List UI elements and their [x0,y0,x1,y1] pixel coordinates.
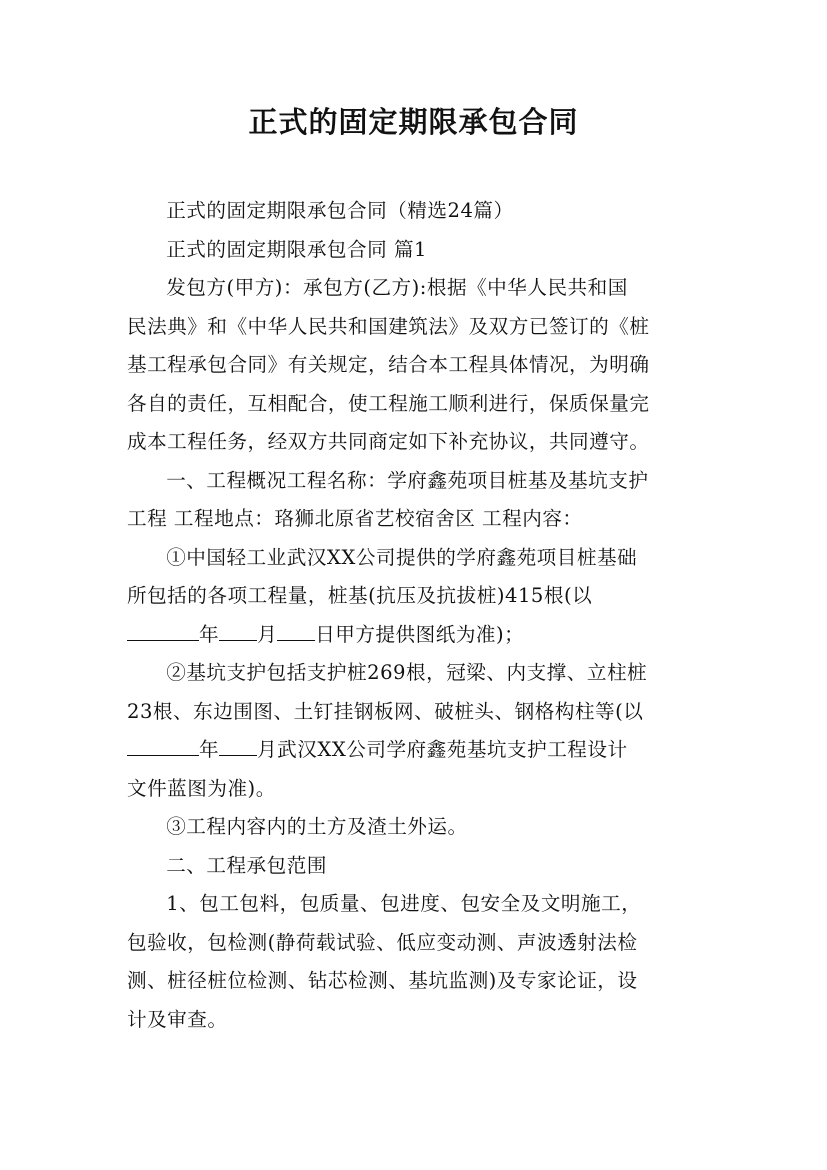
item2-line: 23根、东边围图、土钉挂钢板网、破桩头、钢格构柱等(以 [127,699,644,723]
chapter-heading: 正式的固定期限承包合同 篇1 [166,237,428,261]
subtitle-paragraph: 正式的固定期限承包合同（精选24篇） [166,199,514,222]
blank-day [277,618,315,641]
document-body [127,192,705,1039]
blank-year [127,618,199,641]
blank-year [127,733,199,756]
intro-line: 民法典》和《中华人民共和国建筑法》及双方已签订的《桩 [127,314,650,338]
document-title: 正式的固定期限承包合同 [248,105,579,139]
scope-line: 包验收，包检测(静荷载试验、低应变动测、声波透射法检 [127,930,638,954]
section1-line: 一、工程概况工程名称：学府鑫苑项目桩基及基坑支护 [166,468,649,492]
item3-paragraph: ③工程内容内的土方及渣土外运。 [166,815,468,838]
item1-date-line [127,616,705,655]
item2-line: ②基坑支护包括支护桩269根，冠梁、内支撑、立柱桩 [166,661,648,684]
intro-line: 成本工程任务，经双方共同商定如下补充协议，共同遵守。 [127,430,650,453]
item2-paragraph [127,654,705,808]
blank-month [219,733,257,756]
item2-month-tail: 月武汉XX公司学府鑫苑基坑支护工程设计 [257,738,628,761]
scope-line: 计及审查。 [127,1007,228,1031]
item1-tail: 日甲方提供图纸为准)； [315,622,525,646]
item1-paragraph [127,539,705,655]
blank-month [219,618,257,641]
intro-line: 基工程承包合同》有关规定，结合本工程具体情况，为明确 [127,353,650,376]
scope-line: 测、桩径桩位检测、钻芯检测、基坑监测)及专家论证，设 [127,969,638,992]
month-label: 月 [257,622,278,646]
item1-line: ①中国轻工业武汉XX公司提供的学府鑫苑项目桩基础 [166,545,638,569]
scope-line: 1、包工包料，包质量、包进度、包安全及文明施工， [166,892,642,915]
year-label: 年 [199,738,220,761]
scope-paragraph [127,885,705,1039]
item2-date-line [127,731,705,770]
year-label: 年 [199,622,220,646]
section1-paragraph [127,462,705,539]
item1-line: 所包括的各项工程量，桩基(抗压及抗拔桩)415根(以 [127,584,593,607]
intro-paragraph [127,269,705,462]
intro-line: 各自的责任，互相配合，使工程施工顺利进行，保质保量完 [127,391,650,415]
intro-line: 发包方(甲方)：承包方(乙方):根据《中华人民共和国 [166,276,628,299]
section1-line: 工程 工程地点：珞狮北原省艺校宿舍区 工程内容： [127,507,583,530]
section2-heading: 二、工程承包范围 [166,853,327,877]
item2-line: 文件蓝图为准)。 [127,776,276,800]
